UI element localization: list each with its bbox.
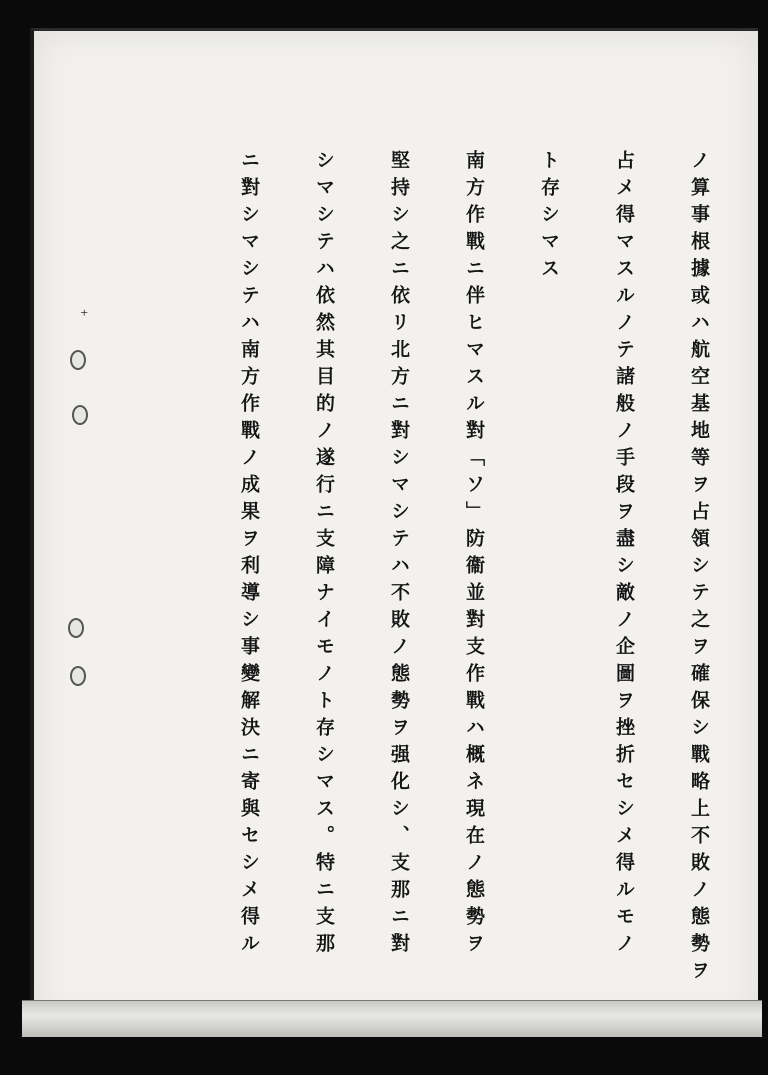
text-line-4: 南方作戰ニ伴ヒマスル對「ソ」防衞並對支作戰ハ概ネ現在ノ態勢ヲ	[463, 150, 485, 960]
text-line-1: ノ算事根據或ハ航空基地等ヲ占領シテ之ヲ確保シ戰略上不敗ノ態勢ヲ	[688, 150, 710, 987]
text-line-7: ニ對シマシテハ南方作戰ノ成果ヲ利導シ事變解決ニ寄與セシメ得ル	[238, 150, 260, 960]
binding-hole-4	[70, 666, 86, 686]
binding-hole-2	[72, 405, 88, 425]
text-line-6: シマシテハ依然其目的ノ遂行ニ支障ナイモノト存シマス。特ニ支那	[313, 150, 335, 960]
text-line-3: ト存シマス	[538, 150, 560, 285]
text-line-2: 占メ得マスルノテ諸般ノ手段ヲ盡シ敵ノ企圖ヲ挫折セシメ得ルモノ	[613, 150, 635, 960]
binding-hole-3	[68, 618, 84, 638]
margin-mark: ⁺	[80, 306, 89, 325]
page-bottom-edge	[22, 1000, 762, 1037]
binding-hole-1	[70, 350, 86, 370]
vertical-text-body	[183, 150, 710, 987]
text-line-5: 堅持シ之ニ依リ北方ニ對シマシテハ不敗ノ態勢ヲ强化シ、支那ニ對	[388, 150, 410, 960]
